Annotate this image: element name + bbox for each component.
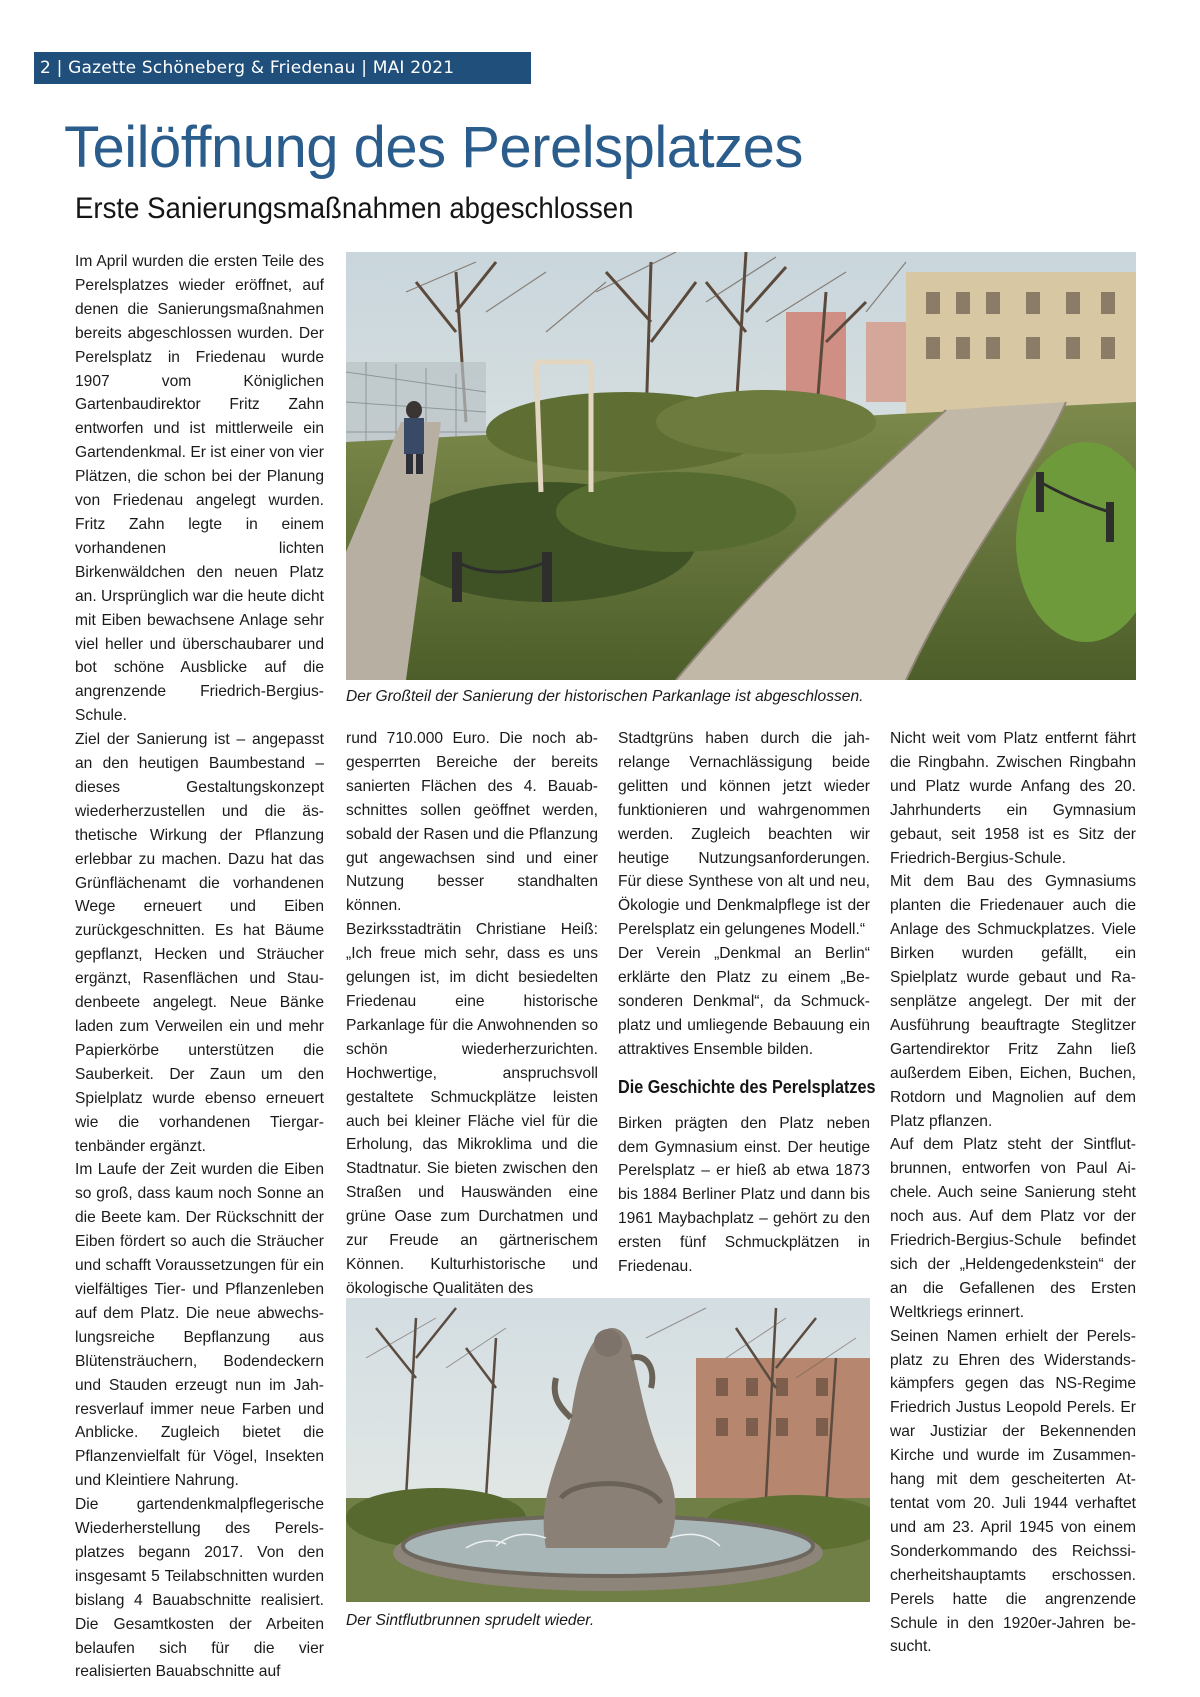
text-column-1 [75, 250, 324, 1684]
photo-caption: Der Großteil der Sanierung der historischen Parkanlage ist abgeschlossen. [346, 688, 864, 705]
paragraph: Stadtgrüns haben durch die jahrelange Vernachlässigung beide gelitten und können jetzt wieder funktionieren und wahrgenommen werden. Zugleich beachten wir heutige Nutzungsanforderungen. Für diese Synthese von alt und neu, Ökologie und Denkmalpflege ist der Perelsplatz ein gelungenes Modell.“ [618, 730, 870, 939]
photo-caption: Der Sintflutbrunnen sprudelt wieder. [346, 1612, 595, 1629]
paragraph: Die gartendenkmalpflegerische Wiederherstellung des Perelsplatzes begann 2017. Von den insgesamt 5 Teilabschnitten wurden bislang 4 Bauabschnitte realisiert. Die Gesamtkosten der Arbeiten belaufen sich für die vier realisierten Bauabschnitte auf [75, 1496, 324, 1681]
paragraph: Birken prägten den Platz neben dem Gymnasium einst. Der heutige Perelsplatz – er hieß ab etwa 1873 bis 1884 Berliner Platz und dann bis 1961 Maybachplatz – gehört zu den ersten fünf Schmuckplätzen in Friedenau. [618, 1114, 870, 1276]
paragraph: Bezirksstadträtin Christiane Heiß: „Ich freue mich sehr, dass es uns gelungen ist, im dicht besiedelten Friedenau eine historische Parkanlage für die Anwohnenden so schön wiederherzurichten. Hochwertige, anspruchsvoll gestaltete Schmuckplätze leisten auch bei kleiner Fläche viel für die Erholung, das Mikroklima und die Stadtnatur. Sie bieten zwischen den Straßen und Hauswänden eine grüne Oase zum Durchatmen und zur Freude an gärtnerischem Können. Kulturhistorische und ökologische Qualitäten des [346, 921, 598, 1297]
article-title: Teilöffnung des Perelsplatzes [64, 115, 803, 180]
paragraph: Der Verein „Denkmal an Berlin“ erklärte den Platz zu einem „Besonderen Denkmal“, da Schmuckplatz und umliegende Bebauung ein attraktives Ensemble bilden. [618, 945, 870, 1058]
paragraph: Nicht weit vom Platz entfernt fährt die Ringbahn. Zwischen Ringbahn und Platz wurde Anfang des 20. Jahrhunderts ein Gymnasium gebaut, seit 1958 ist es Sitz der Friedrich-Bergius-Schule. [890, 730, 1136, 867]
paragraph: Im Laufe der Zeit wurden die Eiben so groß, dass kaum noch Sonne an die Beete kam. Der Rückschnitt der Eiben fördert so auch die Sträucher und schafft Voraussetzungen für ein vielfältiges Tier- und Pflanzenleben auf dem Platz. Die neue abwechslungsreiche Bepflanzung aus Blütensträuchern, Bodendeckern und Stauden erzeugt nun im Jahresverlauf immer neue Farben und Anblicke. Zugleich bietet die Pflanzenvielfalt für Vögel, Insekten und Kleintiere Nahrung. [75, 1161, 324, 1490]
text-column-3 [618, 727, 876, 1279]
article-subtitle: Erste Sanierungsmaßnahmen abgeschlossen [75, 192, 634, 225]
issue-header-bar: 2 | Gazette Schöneberg & Friedenau | MAI 2021 [34, 52, 531, 84]
paragraph: Seinen Namen erhielt der Perelsplatz zu Ehren des Widerstandskämpfers gegen das NS-Regime Friedrich Justus Leopold Perels. Er war Justiziar der Bekennenden Kirche und wurde im Zusammenhang mit dem gescheiterten Attentat vom 20. Juli 1944 verhaftet und am 23. April 1945 von einem Sonderkommando des Reichssicherheitshauptamts erschossen. Perels hatte die angrenzende Schule in den 1920er-Jahren besucht. [890, 1327, 1136, 1656]
paragraph: rund 710.000 Euro. Die noch abgesperrten Bereiche der bereits sanierten Flächen des 4. Bauabschnittes sollen geöffnet werden, sobald der Rasen und die Pflanzung gut angewachsen sind und einer Nutzung besser standhalten können. [346, 730, 598, 915]
text-column-4 [890, 727, 1136, 1659]
park-path-photo [346, 252, 1136, 680]
section-heading: Die Geschichte des Perelsplatzes [618, 1076, 876, 1097]
paragraph: Im April wurden die ersten Teile des Perelsplatzes wieder eröffnet, auf denen die Sanierungsmaßnahmen bereits abgeschlossen wurden. Der Perelsplatz in Friedenau wurde 1907 vom Königlichen Gartenbaudirektor Fritz Zahn entworfen und ist mittlerweile ein Gartendenkmal. Er ist einer von vier Plätzen, die schon bei der Planung von Friedenau angelegt wurden. Fritz Zahn legte in einem vorhandenen lichten Birkenwäldchen den neuen Platz an. Ursprünglich war die heute dicht mit Eiben bewachsene Anlage sehr viel heller und überschaubarer und bot schöne Ausblicke auf die angrenzende Friedrich-Bergius-Schule. [75, 253, 324, 725]
paragraph: Mit dem Bau des Gymnasiums planten die Friedenauer auch die Anlage des Schmuckplatzes. Viele Birken wurden gefällt, ein Spielplatz wurde gebaut und Rasenplätze angelegt. Der mit der Ausführung beauftragte Steglitzer Gartendirektor Fritz Zahn ließ außerdem Eiben, Eichen, Buchen, Rotdorn und Magnolien auf dem Platz pflanzen. [890, 873, 1136, 1130]
paragraph: Ziel der Sanierung ist – angepasst an den heutigen Baumbestand – dieses Gestaltungskonzept wiederherzustellen und die ästhetische Wirkung der Pflanzung erlebbar zu machen. Dazu hat das Grünflächenamt die vorhandenen Wege erneuert und Eiben zurückgeschnitten. Es hat Bäume gepflanzt, Hecken und Sträucher ergänzt, Rasenflächen und Staudenbeete angelegt. Neue Bänke laden zum Verweilen ein und mehr Papierkörbe unterstützen die Sauberkeit. Der Zaun um den Spielplatz wurde ebenso erneuert wie die vorhandenen Tiergartenbänder ergänzt. [75, 731, 324, 1155]
text-column-2 [346, 727, 598, 1301]
fountain-photo [346, 1298, 870, 1602]
paragraph: Auf dem Platz steht der Sintflutbrunnen, entworfen von Paul Aichele. Auch seine Sanierung steht noch aus. Auf dem Platz vor der Friedrich-Bergius-Schule befindet sich der „Heldengedenkstein“ der an die Gefallenen des Ersten Weltkriegs erinnert. [890, 1136, 1136, 1321]
